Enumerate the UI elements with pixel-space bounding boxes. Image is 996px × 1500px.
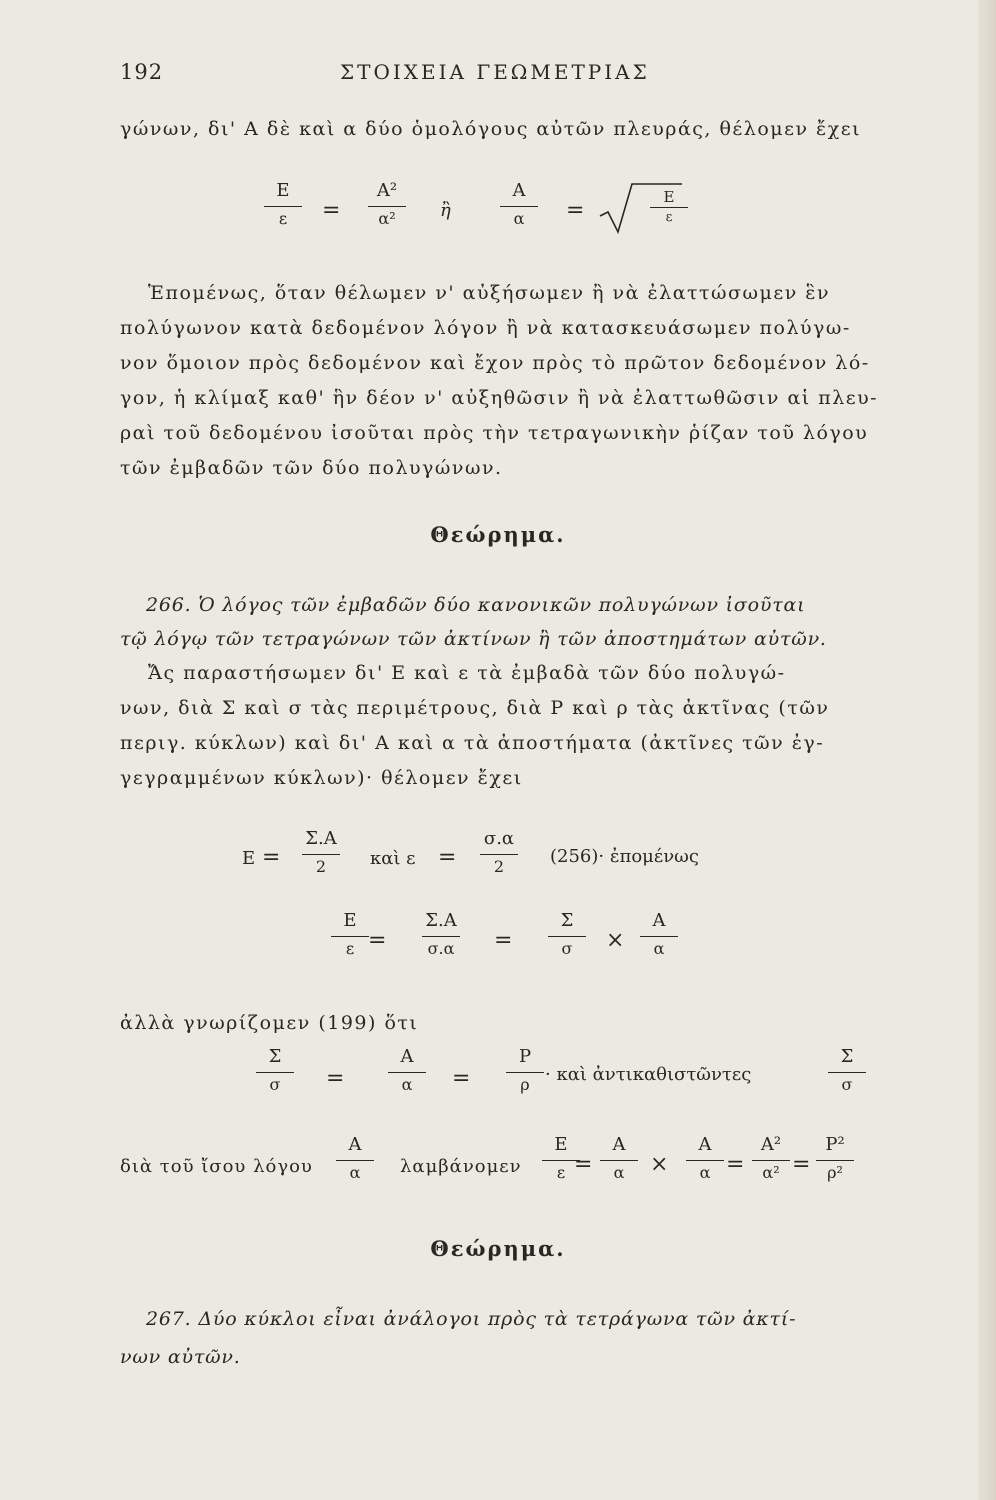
fraction: Α² α² [362,182,412,227]
equals-sign: = [792,1152,811,1177]
fraction: Α α [494,182,544,227]
or-word: ἢ [440,200,452,221]
fraction: Ε ε [258,182,308,227]
fraction: Σ σ [542,912,592,957]
equals-sign: = [326,1066,345,1091]
theorem-statement: 267. Δύο κύκλοι εἶναι ἀνάλογοι πρὸς τὰ τετράγωνα τῶν ἀκτί- [146,1308,797,1330]
running-title: ΣΤΟΙΧΕΙΑ ΓΕΩΜΕΤΡΙΑΣ [340,60,650,84]
fraction: Α² α² [746,1136,796,1181]
text-line: πολύγωνον κατὰ δεδομένον λόγον ἢ νὰ κατασκευάσωμεν πολύγω- [120,317,851,339]
times-sign: × [606,928,625,953]
text-line: νων, διὰ Σ καὶ σ τὰς περιμέτρους, διὰ Ρ καὶ ρ τὰς ἀκτῖνας (τῶν [120,697,830,719]
text-line: Ἄς παραστήσωμεν δι' Ε καὶ ε τὰ ἐμβαδὰ τῶν δύο πολυγώ- [148,662,786,684]
page-number: 192 [120,60,164,84]
text-line: γώνων, δι' Α δὲ καὶ α δύο ὁμολόγους αὐτῶν πλευράς, θέλομεν ἔχει [120,118,862,140]
equals-sign: = [494,928,513,953]
fraction: Ρ² ρ² [810,1136,860,1181]
reference: (256)· ἐπομένως [550,846,699,867]
page-edge [978,0,996,1500]
text-line: περιγ. κύκλων) καὶ δι' Α καὶ α τὰ ἀποστήματα (ἀκτῖνες τῶν ἐγ- [120,732,825,754]
equals-sign: = [438,845,457,870]
fraction: Ε ε [536,1136,586,1181]
fraction: Α α [680,1136,730,1181]
equals-sign: = [726,1152,745,1177]
times-sign: × [650,1152,669,1177]
fraction: Σ.Α 2 [296,830,346,875]
fraction: Σ σ [822,1048,872,1093]
text-line: τῶν ἐμβαδῶν τῶν δύο πολυγώνων. [120,457,503,479]
text-fragment: · καὶ ἀντικαθιστῶντες [545,1064,752,1085]
symbol: καὶ ε [370,848,416,869]
fraction: Α α [594,1136,644,1181]
fraction: Σ σ [250,1048,300,1093]
section-heading: Θεώρημα. [430,522,566,547]
text-line: γεγραμμένων κύκλων)· θέλομεν ἔχει [120,767,523,789]
text-line: νον ὅμοιον πρὸς δεδομένον καὶ ἔχον πρὸς τὸ πρῶτον δεδομένον λό- [120,352,870,374]
text-fragment: διὰ τοῦ ἴσου λόγου [120,1156,313,1177]
fraction: Α α [330,1136,380,1181]
equals-sign: = [574,1152,593,1177]
fraction: Σ.Α σ.α [416,912,466,957]
equals-sign: = [566,198,585,223]
fraction: σ.α 2 [474,830,524,875]
equals-sign: = [322,198,341,223]
theorem-statement: 266. Ὁ λόγος τῶν ἐμβαδῶν δύο κανονικῶν πολυγώνων ἰσοῦται [146,594,806,616]
text-line: ἀλλὰ γνωρίζομεν (199) ὅτι [120,1012,419,1034]
section-heading: Θεώρημα. [430,1236,566,1261]
theorem-statement: τῷ λόγῳ τῶν τετραγώνων τῶν ἀκτίνων ἢ τῶν ἀποστημάτων αὐτῶν. [120,628,827,650]
fraction: Ρ ρ [500,1048,550,1093]
equals-sign: = [452,1066,471,1091]
text-line: ραὶ τοῦ δεδομένου ἰσοῦται πρὸς τὴν τετραγωνικὴν ῥίζαν τοῦ λόγου [120,422,869,444]
fraction-under-root: Ε ε [646,190,692,224]
text-line: Ἑπομένως, ὅταν θέλωμεν ν' αὐξήσωμεν ἢ νὰ ἐλαττώσωμεν ἓν [148,282,831,304]
fraction: Ε ε [325,912,375,957]
theorem-statement: νων αὐτῶν. [120,1346,241,1368]
fraction: Α α [634,912,684,957]
equals-sign: = [368,928,387,953]
text-line: γον, ἡ κλίμαξ καθ' ἣν δέον ν' αὐξηθῶσιν ἢ νὰ ἐλαττωθῶσιν αἱ πλευ- [120,387,879,409]
fraction: Α α [382,1048,432,1093]
equals-sign: = [262,845,281,870]
symbol: Ε [242,848,256,869]
text-fragment: λαμβάνομεν [400,1156,522,1177]
